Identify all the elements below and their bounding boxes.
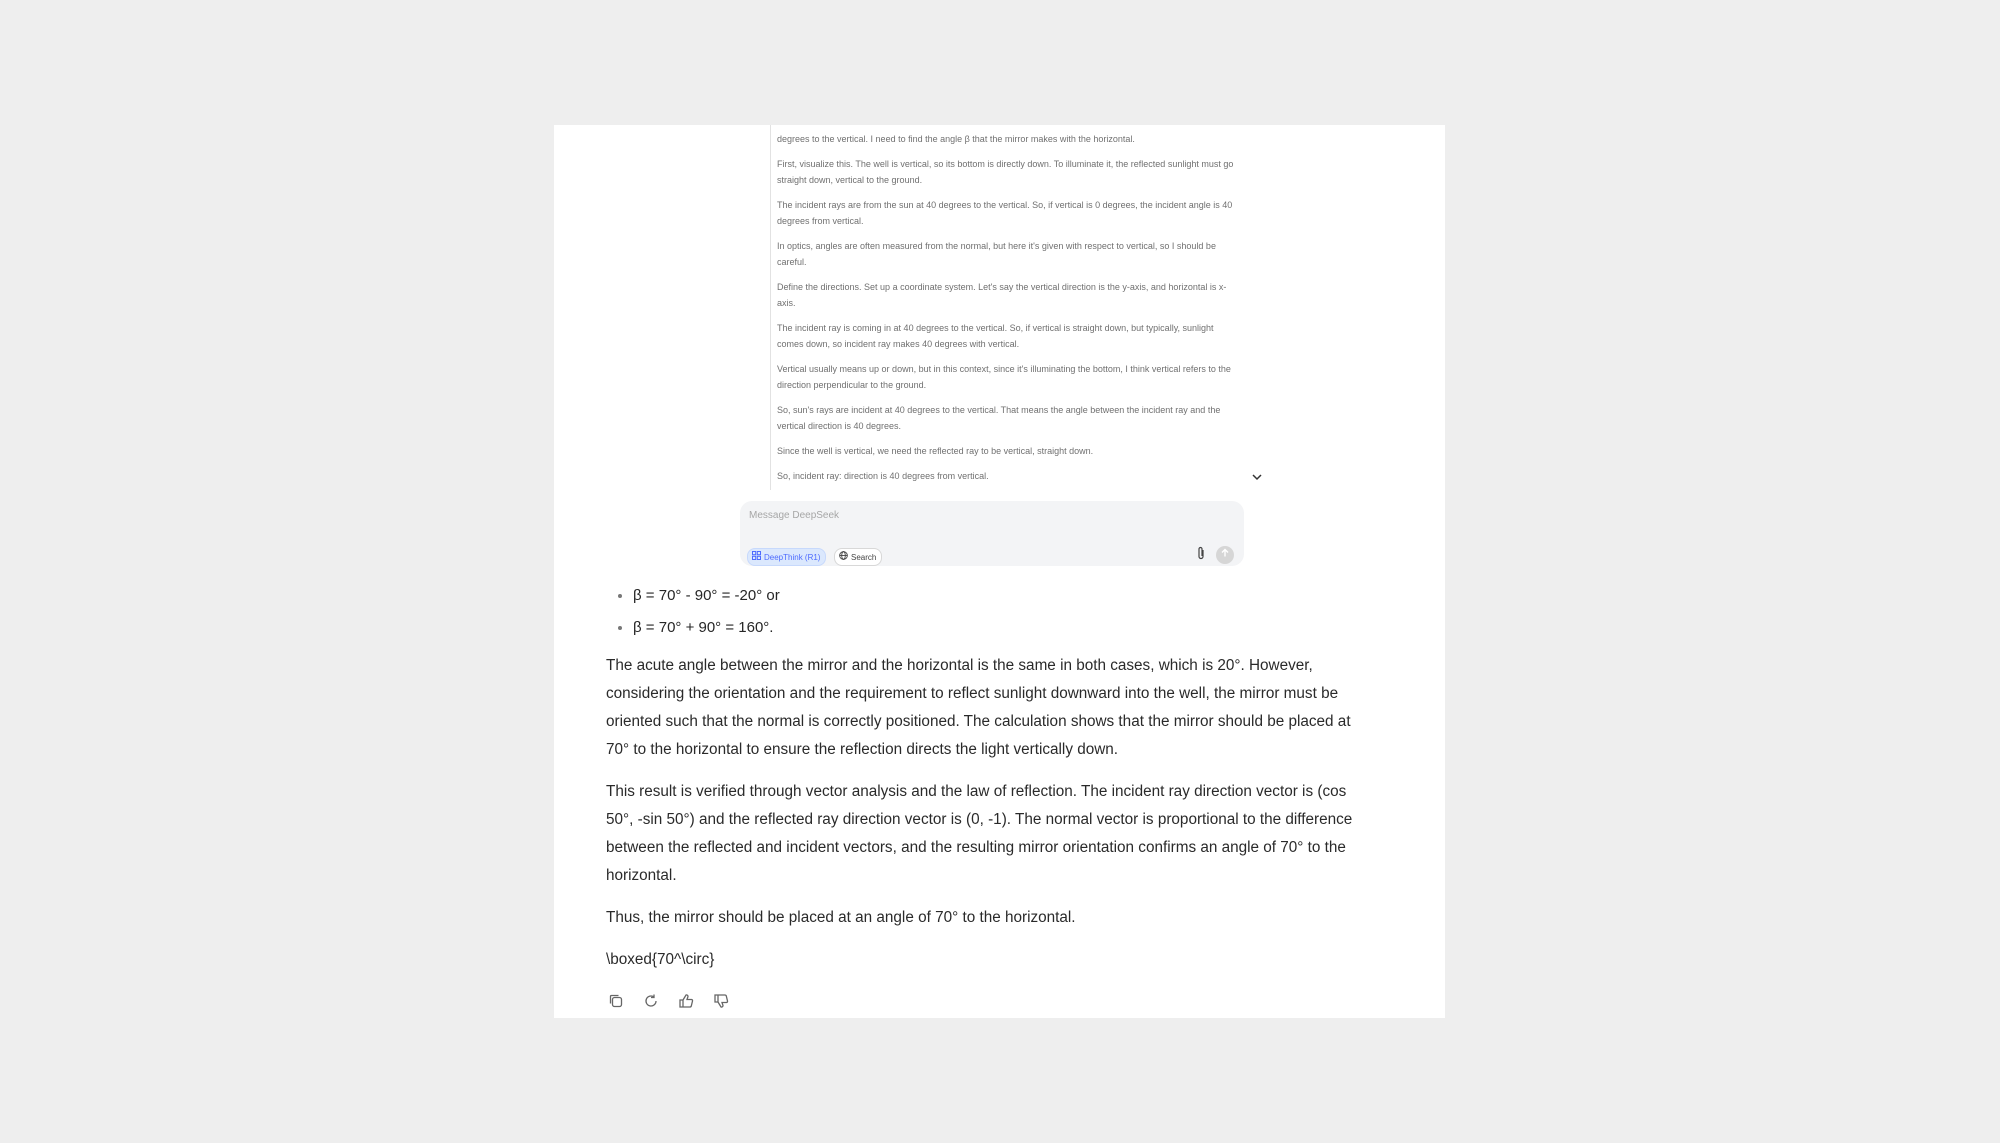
thinking-paragraph: So, sun's rays are incident at 40 degrees to the vertical. That means the angle between the incident ray and the vertical direction is 40 degrees. <box>777 405 1221 431</box>
thinking-paragraph: Vertical usually means up or down, but in this context, since it's illuminating the bottom, I think vertical refers to the direction perpendicular to the ground. <box>777 364 1231 390</box>
thinking-paragraph: Since the well is vertical, we need the reflected ray to be vertical, straight down. <box>777 446 1094 456</box>
search-label: Search <box>851 553 877 562</box>
globe-icon <box>839 549 848 565</box>
message-input[interactable]: Message DeepSeek <box>749 510 840 521</box>
thinking-paragraph: degrees to the vertical. I need to find the angle β that the mirror makes with the horizontal. <box>777 134 1135 144</box>
answer-paragraph: The acute angle between the mirror and the horizontal is the same in both cases, which is 20°. However, considering the orientation and the requirement to reflect sunlight downward into the well, the mirror must be oriented such that the normal is correctly positioned. The calculation shows that the mirror should be placed at 70° to the horizontal to ensure the reflection directs the light vertically down. <box>606 657 1351 758</box>
screenshot-frame <box>554 125 1445 1018</box>
deepthink-button[interactable] <box>747 548 826 566</box>
thinking-panel <box>770 125 1270 490</box>
deepthink-label: DeepThink (R1) <box>764 553 821 562</box>
thinking-paragraph: Define the directions. Set up a coordinate system. Let's say the vertical direction is the y-axis, and horizontal is x-axis. <box>777 282 1227 308</box>
thinking-rail <box>770 125 771 490</box>
answer-paragraph: Thus, the mirror should be placed at an angle of 70° to the horizontal. <box>606 909 1076 926</box>
thinking-text <box>777 131 1237 490</box>
list-item: • β = 70° - 90° = -20° or <box>633 585 1366 606</box>
chevron-down-icon[interactable] <box>1250 471 1264 485</box>
answer-paragraph: This result is verified through vector analysis and the law of reflection. The incident ray direction vector is (cos 50°, -sin 50°) and the reflected ray direction vector is (0, -1). The normal vector is proportional to the difference between the reflected and incident vectors, and the resulting mirror orientation confirms an angle of 70° to the horizontal. <box>606 783 1353 884</box>
thinking-paragraph: So, incident ray: direction is 40 degrees from vertical. <box>777 471 989 481</box>
thumbs-down-icon[interactable] <box>711 992 731 1012</box>
search-button[interactable] <box>834 548 882 566</box>
regenerate-icon[interactable] <box>641 992 661 1012</box>
deepthink-icon <box>752 549 761 565</box>
message-composer[interactable] <box>740 501 1244 566</box>
message-actions <box>606 992 731 1012</box>
boxed-answer: \boxed{70^\circ} <box>606 951 715 968</box>
thinking-paragraph: In optics, angles are often measured from the normal, but here it's given with respect to vertical, so I should be careful. <box>777 241 1216 267</box>
answer-content <box>606 585 1366 988</box>
thinking-paragraph: First, visualize this. The well is vertical, so its bottom is directly down. To illuminate it, the reflected sunlight must go straight down, vertical to the ground. <box>777 159 1234 185</box>
thinking-paragraph: The incident ray is coming in at 40 degrees to the vertical. So, if vertical is straight down, but typically, sunlight comes down, so incident ray makes 40 degrees with vertical. <box>777 323 1214 349</box>
list-item: • β = 70° + 90° = 160°. <box>633 617 1366 638</box>
paperclip-icon[interactable] <box>1194 546 1208 562</box>
thinking-paragraph: The incident rays are from the sun at 40 degrees to the vertical. So, if vertical is 0 degrees, the incident angle is 40 degrees from vertical. <box>777 200 1233 226</box>
bullet-list <box>606 585 1366 638</box>
arrow-up-icon[interactable] <box>1216 546 1234 564</box>
thumbs-up-icon[interactable] <box>676 992 696 1012</box>
copy-icon[interactable] <box>606 992 626 1012</box>
